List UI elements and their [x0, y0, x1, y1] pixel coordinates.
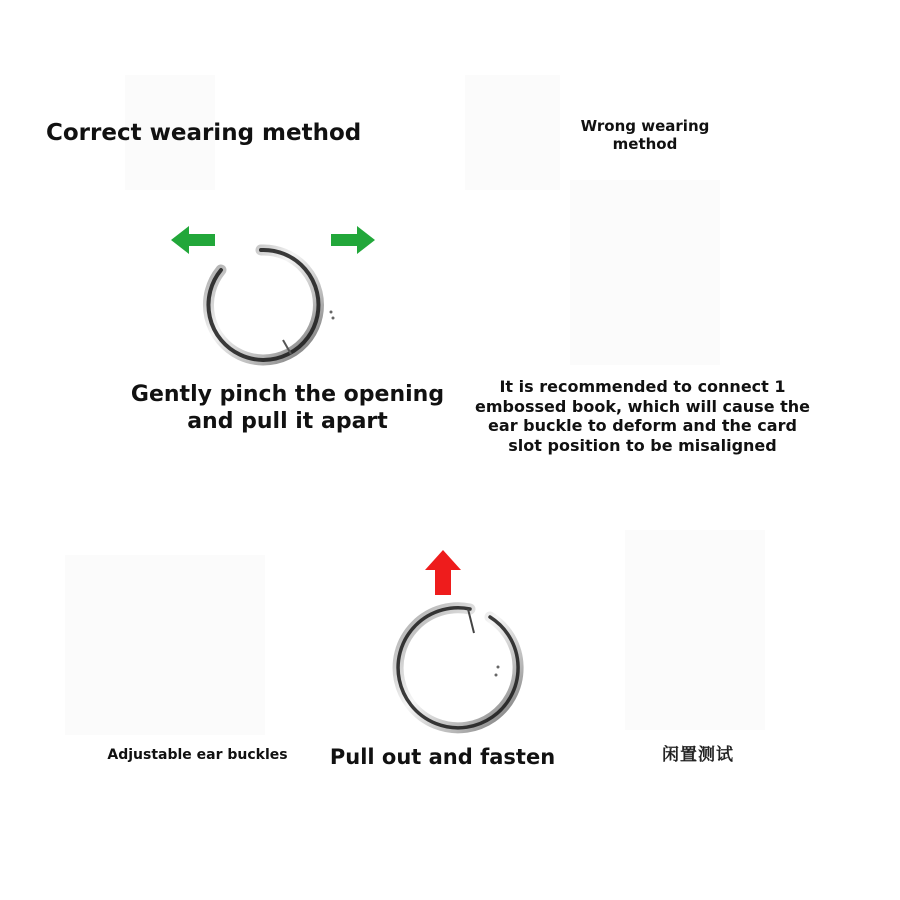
blank-image-bottom-left — [65, 555, 265, 735]
correct-method-heading: Correct wearing method — [46, 120, 362, 146]
red-up-arrow-icon — [425, 550, 461, 595]
green-right-arrow-icon — [331, 226, 375, 254]
watermark-text: 闲置测试 — [662, 745, 734, 765]
blank-image-right-panel — [570, 180, 720, 365]
pull-method-illustration — [370, 545, 530, 720]
wrong-method-heading: Wrong wearing method — [580, 117, 710, 153]
silver-hoop-earring-open-side — [208, 250, 334, 360]
blank-image-bottom-right — [625, 530, 765, 730]
blank-image-top-right — [465, 75, 560, 190]
pinch-caption: Gently pinch the opening and pull it apart — [130, 382, 445, 434]
green-left-arrow-icon — [171, 226, 215, 254]
silver-hoop-earring-pulled-up — [398, 608, 518, 728]
adjustable-caption: Adjustable ear buckles — [107, 747, 288, 763]
recommendation-caption: It is recommended to connect 1 embossed book, which will cause the ear buckle to deform and the card slot position to be misaligned — [474, 377, 811, 455]
pull-caption: Pull out and fasten — [329, 745, 556, 769]
correct-method-illustration — [165, 220, 385, 360]
